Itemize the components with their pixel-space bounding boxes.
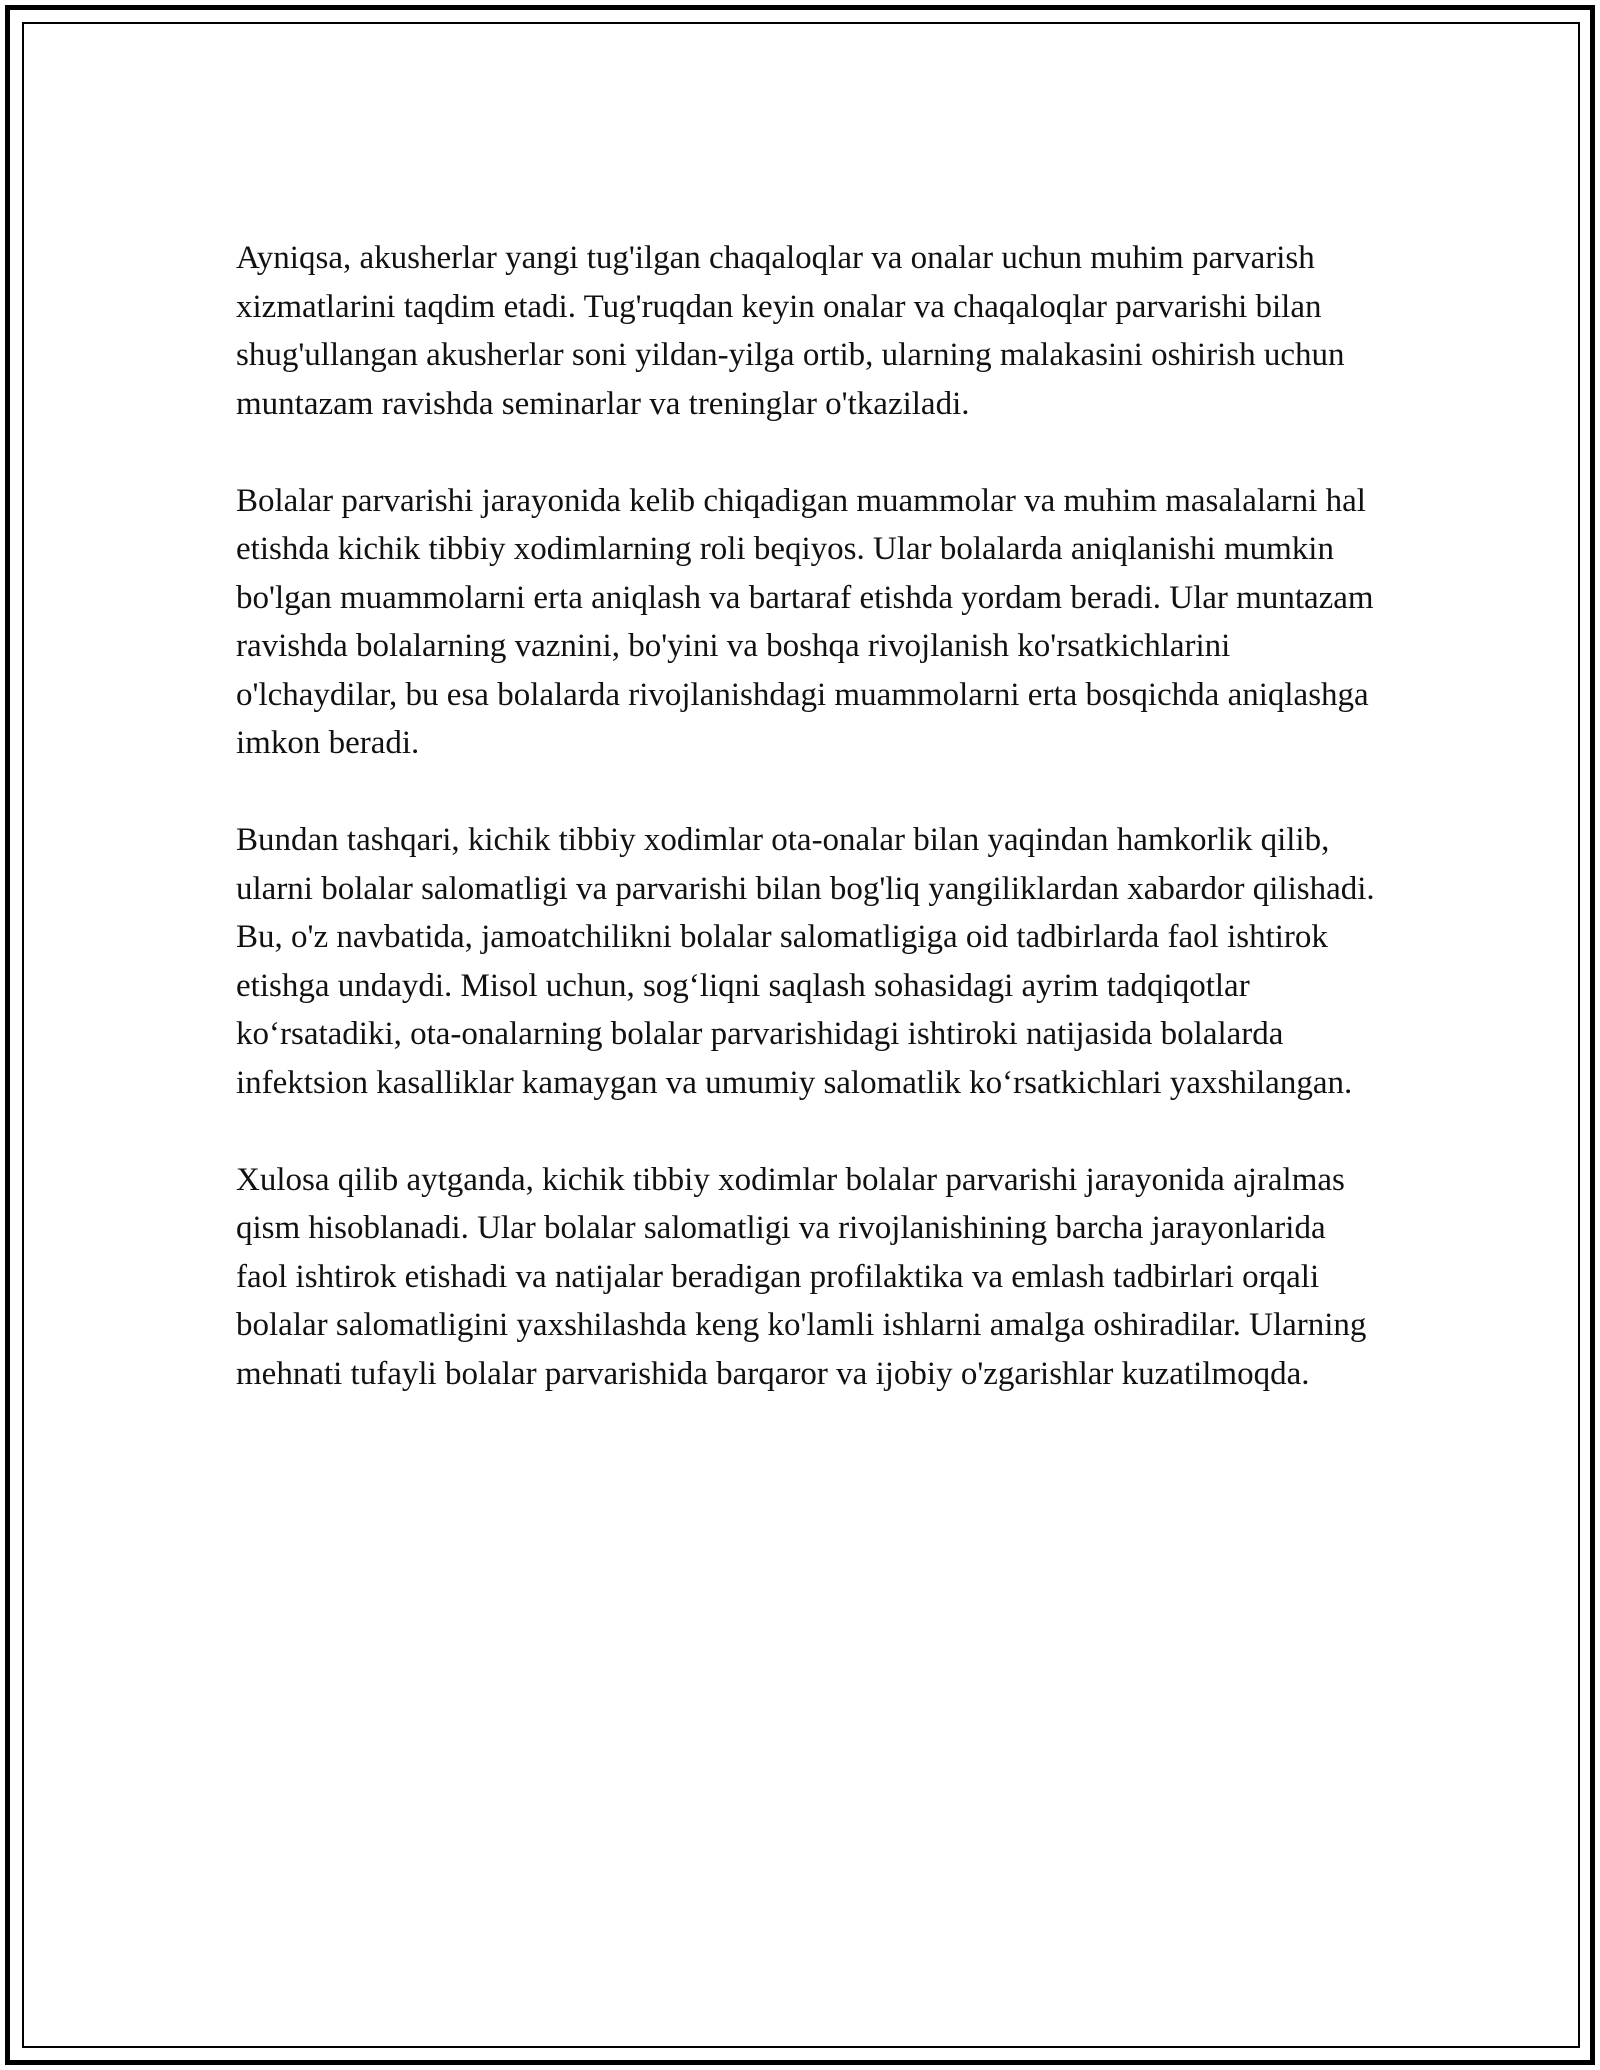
paragraph-kichik-tibbiy-xodimlar-roli: Bolalar parvarishi jarayonida kelib chiqadigan muammolar va muhim masalalarni hal etishda kichik tibbiy xodimlarning roli beqiyos. Ular bolalarda aniqlanishi mumkin bo'lgan muammolarni erta aniqlash va bartaraf etishda yordam beradi. Ular muntazam ravishda bolalarning vaznini, bo'yini va boshqa rivojlanish ko'rsatkichlarini o'lchaydilar, bu esa bolalarda rivojlanishdagi muammolarni erta bosqichda aniqlashga imkon beradi. bbox=[236, 482, 1374, 761]
paragraph-akusherlar: Ayniqsa, akusherlar yangi tug'ilgan chaqaloqlar va onalar uchun muhim parvarish xizmatlarini taqdim etadi. Tug'ruqdan keyin onalar va chaqaloqlar parvarishi bilan shug'ullangan akusherlar soni yildan-yilga ortib, ularning malakasini oshirish uchun muntazam ravishda seminarlar va treninglar o'tkaziladi. bbox=[236, 240, 1345, 422]
paragraph-xulosa: Xulosa qilib aytganda, kichik tibbiy xodimlar bolalar parvarishi jarayonida ajralmas qism hisoblanadi. Ular bolalar salomatligi va rivojlanishining barcha jarayonlarida faol ishtirok etishadi va natijalar beradigan profilaktika va emlash tadbirlari orqali bolalar salomatligini yaxshilashda keng ko'lamli ishlarni amalga oshiradilar. Ularning mehnati tufayli bolalar parvarishida barqaror va ijobiy o'zgarishlar kuzatilmoqda. bbox=[236, 1161, 1367, 1392]
document-body bbox=[236, 234, 1376, 1398]
paragraph-ota-onalar-hamkorlik: Bundan tashqari, kichik tibbiy xodimlar ota-onalar bilan yaqindan hamkorlik qilib, ularni bolalar salomatligi va parvarishi bilan bog'liq yangiliklardan xabardor qilishadi. Bu, o'z navbatida, jamoatchilikni bolalar salomatligiga oid tadbirlarda faol ishtirok etishga undaydi. Misol uchun, sog‘liqni saqlash sohasidagi ayrim tadqiqotlar ko‘rsatadiki, ota-onalarning bolalar parvarishidagi ishtiroki natijasida bolalarda infektsion kasalliklar kamaygan va umumiy salomatlik ko‘rsatkichlari yaxshilangan. bbox=[236, 822, 1375, 1101]
